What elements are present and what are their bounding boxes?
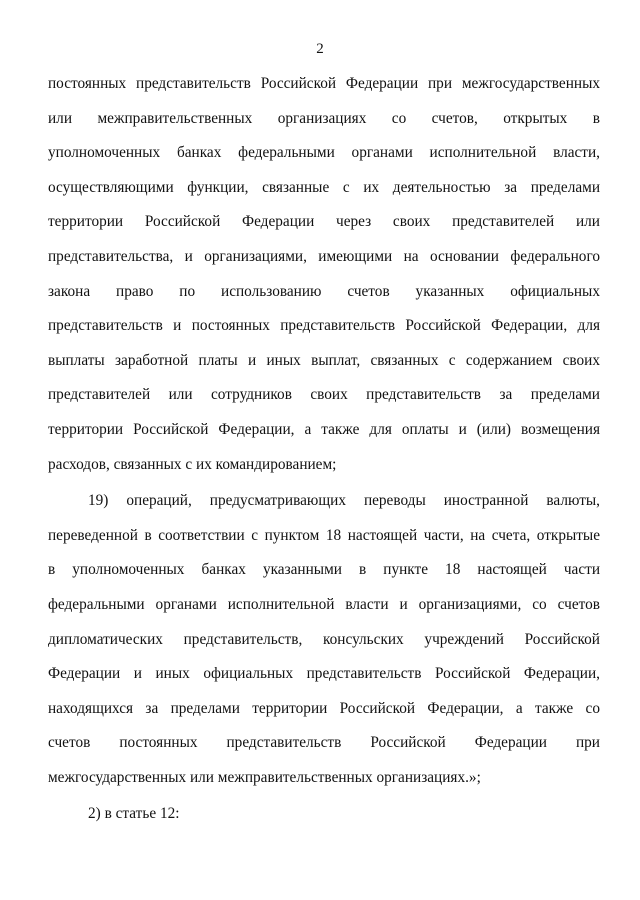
text-line: дипломатических представительств, консульских учреждений Российской (48, 630, 600, 648)
text-line: или межправительственных организациях со счетов, открытых в (48, 109, 600, 127)
text-line: осуществляющими функции, связанные с их деятельностью за пределами (48, 178, 600, 196)
text-line: межгосударственных или межправительственных организациях.»; (48, 768, 481, 786)
text-line: переведенной в соответствии с пунктом 18 настоящей части, на счета, открытые (48, 526, 600, 544)
text-line: закона право по использованию счетов указанных официальных (48, 282, 600, 300)
text-line: территории Российской Федерации через своих представителей или (48, 213, 600, 231)
text-line: 2) в статье 12: (88, 805, 180, 823)
text-line: расходов, связанных с их командированием; (48, 455, 337, 473)
page-number: 2 (316, 41, 324, 57)
text-line: территории Российской Федерации, а также для оплаты и (или) возмещения (48, 420, 600, 438)
text-line: счетов постоянных представительств Российской Федерации при (48, 734, 600, 752)
paragraph-item-2 (48, 800, 600, 835)
text-line: 19) операций, предусматривающих переводы иностранной валюты, (88, 492, 600, 510)
text-line: представительств и постоянных представительств Российской Федерации, для (48, 317, 600, 335)
paragraph-item-19 (48, 487, 600, 798)
text-line: постоянных представительств Российской Федерации при межгосударственных (48, 75, 600, 92)
text-line: федеральными органами исполнительной власти и организациями, со счетов (48, 595, 600, 613)
text-line: выплаты заработной платы и иных выплат, связанных с содержанием своих (48, 351, 600, 369)
text-line: представителей или сотрудников своих представительств за пределами (48, 386, 600, 404)
text-line: представительства, и организациями, имеющими на основании федерального (48, 247, 600, 265)
document-body (48, 70, 600, 835)
text-line: уполномоченных банках федеральными органами исполнительной власти, (48, 144, 600, 162)
text-line: в уполномоченных банках указанными в пункте 18 настоящей части (48, 561, 600, 579)
paragraph-continuation (48, 70, 600, 485)
text-line: Федерации и иных официальных представительств Российской Федерации, (48, 665, 600, 683)
text-line: находящихся за пределами территории Российской Федерации, а также со (48, 699, 600, 717)
